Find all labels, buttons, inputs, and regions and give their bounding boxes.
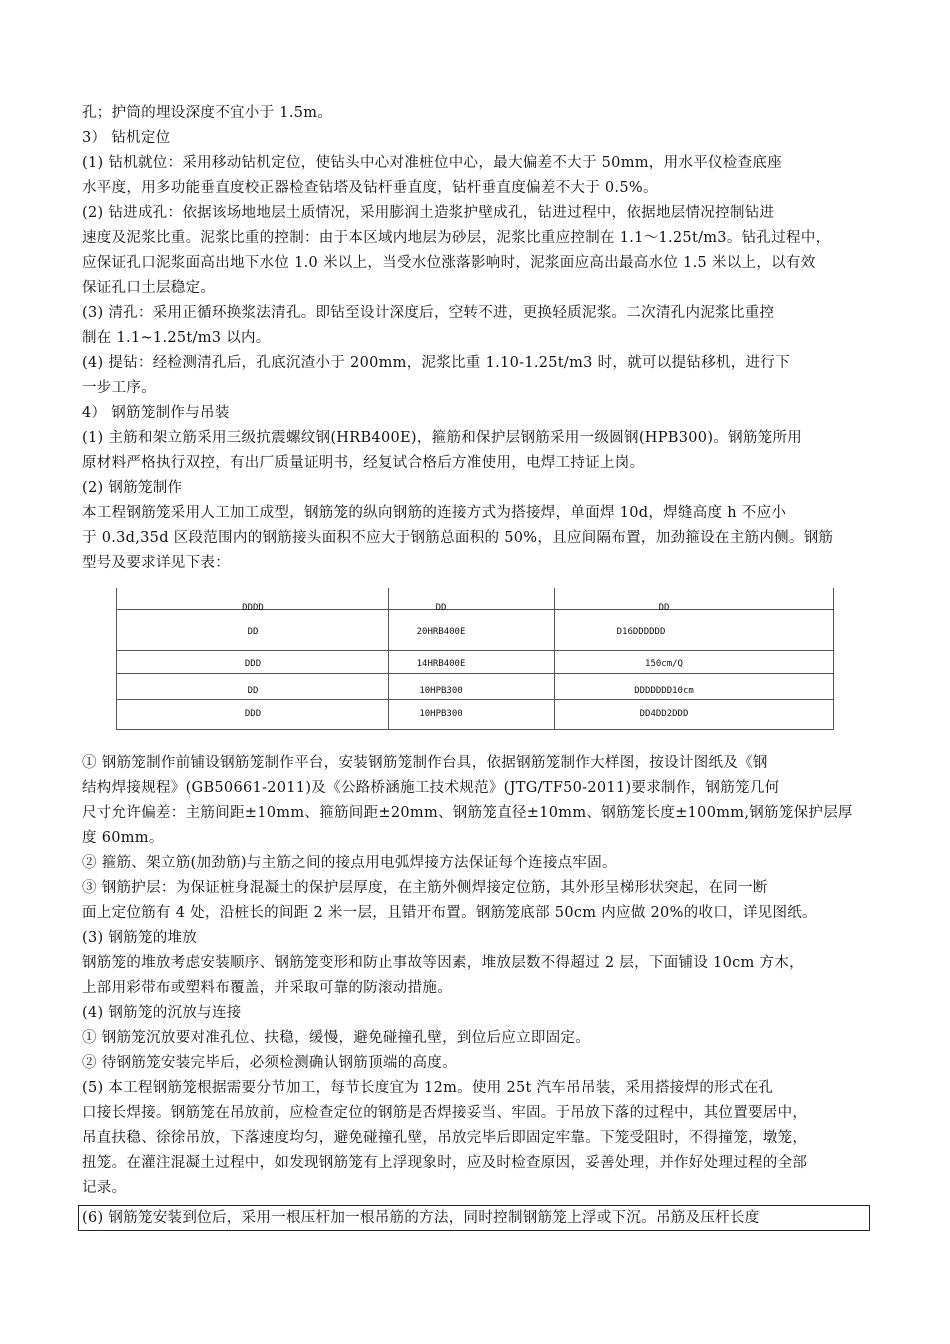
text-line: 一步工序。 [82,380,156,396]
text-line: (1) 钻机就位：采用移动钻机定位，使钻头中心对准桩位中心，最大偏差不大于 50mm，用水平仪检查底座 [82,155,783,171]
text-line: 水平度，用多功能垂直度校正器检查钻塔及钻杆垂直度，钻杆垂直度偏差不大于 0.5%。 [82,180,658,196]
text-line: (5) 本工程钢筋笼根据需要分节加工，每节长度宜为 12m。使用 25t 汽车吊吊装，采用搭接焊的形式在孔 [82,1080,774,1096]
text-line: 3） 钻机定位 [82,130,171,146]
table-header-cell: DDDD [242,603,264,613]
table-header-cell: DD [658,603,670,613]
text-line: 上部用彩带布或塑料布覆盖，并采取可靠的防滚动措施。 [82,980,452,996]
table-cell: DDD [244,659,262,669]
text-line: (2) 钻进成孔：依据该场地地层土质情况，采用膨润土造浆护壁成孔，钻进过程中，依据地层情况控制钻进 [82,205,775,221]
table-border [833,588,834,730]
table-cell: DD [247,627,259,637]
text-line: 型号及要求详见下表： [82,555,230,571]
text-line: ② 箍筋、架立筋(加劲筋)与主筋之间的接点用电弧焊接方法保证每个连接点牢固。 [82,855,617,871]
text-line: 记录。 [82,1180,127,1196]
text-line: 应保证孔口泥浆面高出地下水位 1.0 米以上，当受水位涨落影响时，泥浆面应高出最高水位 1.5 米以上，以有效 [82,255,816,271]
table-cell: DD [247,686,259,696]
text-line: ① 钢筋笼制作前铺设钢筋笼制作平台，安装钢筋笼制作台具，依据钢筋笼制作大样图，按设计图纸及《钢 [82,755,768,771]
text-line: ① 钢筋笼沉放要对准孔位、扶稳，缓慢，避免碰撞孔壁，到位后应立即固定。 [82,1030,591,1046]
table-rule [116,699,834,700]
text-line: (1) 主筋和架立筋采用三级抗震螺纹钢(HRB400E)，箍筋和保护层钢筋采用一级圆钢(HPB300)。钢筋笼所用 [82,430,803,446]
text-line: (2) 钢筋笼制作 [82,480,183,496]
table-cell: DDDDDDD10cm [634,686,694,696]
text-line: 尺寸允许偏差：主筋间距±10mm、箍筋间距±20mm、钢筋笼直径±10mm、钢筋笼长度±100mm,钢筋笼保护层厚 [82,805,853,821]
table-border [388,588,389,730]
table-cell: 10HPB300 [419,709,463,719]
text-line: 度 60mm。 [82,830,164,846]
table-cell: 10HPB300 [419,686,463,696]
text-line: 4） 钢筋笼制作与吊装 [82,405,230,421]
text-line: 面上定位筋有 4 处，沿桩长的间距 2 米一层，且错开布置。钢筋笼底部 50cm 内应做 20%的收口，详见图纸。 [82,905,817,921]
text-line: 钢筋笼的堆放考虑安装顺序、钢筋笼变形和防止事故等因素，堆放层数不得超过 2 层，下面铺设 10cm 方木， [82,955,804,971]
text-line: 速度及泥浆比重。泥浆比重的控制：由于本区域内地层为砂层，泥浆比重应控制在 1.1～1.25t/m3。钻孔过程中， [82,230,831,246]
text-line: (4) 提钻：经检测清孔后，孔底沉渣小于 200mm，泥浆比重 1.10-1.25t/m3 时，就可以提钻移机，进行下 [82,355,791,371]
text-line: 于 0.3d,35d 区段范围内的钢筋接头面积不应大于钢筋总面积的 50%，且应间隔布置，加劲箍设在主筋内侧。钢筋 [82,530,834,546]
text-line: ② 待钢筋笼安装完毕后，必须检测确认钢筋顶端的高度。 [82,1055,457,1071]
table-rule [116,650,834,651]
table-rule [116,673,834,674]
text-line: 口接长焊接。钢筋笼在吊放前，应检查定位的钢筋是否焊接妥当、牢固。于吊放下落的过程中，其位置要居中， [82,1105,808,1121]
text-line: 原材料严格执行双控，有出厂质量证明书，经复试合格后方准使用，电焊工持证上岗。 [82,455,645,471]
text-line: 结构焊接规程》(GB50661-2011)及《公路桥涵施工技术规范》(JTG/TF50-2011)要求制作，钢筋笼几何 [82,780,780,796]
text-line: 保证孔口土层稳定。 [82,280,216,296]
table-cell: 20HRB400E [416,627,466,637]
text-line: (3) 钢筋笼的堆放 [82,930,198,946]
table-cell: DD4DD2DDD [639,709,689,719]
text-line: 吊直扶稳、徐徐吊放，下落速度均匀，避免碰撞孔壁，吊放完毕后即固定牢靠。下笼受阻时，不得撞笼，墩笼， [82,1130,808,1146]
text-line: (6) 钢筋笼安装到位后，采用一根压杆加一根吊筋的方法，同时控制钢筋笼上浮或下沉。吊筋及压杆长度 [82,1210,760,1226]
text-line: 孔；护筒的埋设深度不宜小于 1.5m。 [82,105,333,121]
text-line: 制在 1.1~1.25t/m3 以内。 [82,330,271,346]
table-cell: D16DDDDDD [616,627,666,637]
table-cell: 14HRB400E [416,659,466,669]
rebar-spec-table [116,588,834,730]
text-line: (4) 钢筋笼的沉放与连接 [82,1005,242,1021]
table-border [116,588,117,730]
table-header-cell: DD [435,603,447,613]
table-rule [116,609,834,610]
text-line: 本工程钢筋笼采用人工加工成型，钢筋笼的纵向钢筋的连接方式为搭接焊，单面焊 10d，焊缝高度 h 不应小 [82,505,787,521]
table-rule [116,729,834,730]
table-border [554,588,555,730]
table-cell: DDD [244,709,262,719]
table-cell: 150cm/Q [645,659,683,669]
text-line: 扭笼。在灌注混凝土过程中，如发现钢筋笼有上浮现象时，应及时检查原因，妥善处理，并作好处理过程的全部 [82,1155,808,1171]
text-line: ③ 钢筋护层：为保证桩身混凝土的保护层厚度，在主筋外侧焊接定位筋，其外形呈梯形状突起，在同一断 [82,880,768,896]
text-line: (3) 清孔：采用正循环换浆法清孔。即钻至设计深度后，空转不进，更换轻质泥浆。二次清孔内泥浆比重控 [82,305,775,321]
